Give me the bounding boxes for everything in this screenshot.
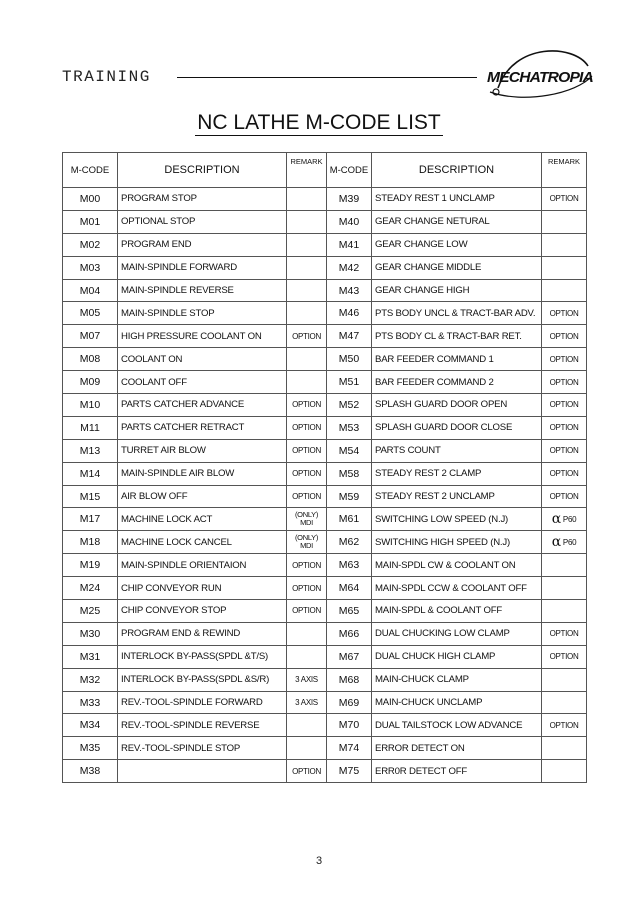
description-cell: DUAL TAILSTOCK LOW ADVANCE [372,714,542,737]
table-row [63,485,587,508]
m-code-cell: M39 [327,188,372,211]
description-cell: INTERLOCK BY-PASS(SPDL &T/S) [118,645,287,668]
m-code-cell: M32 [63,668,118,691]
header-description-left: DESCRIPTION [118,153,287,188]
remark-cell [542,668,587,691]
remark-cell [542,210,587,233]
m-code-cell: M69 [327,691,372,714]
remark-cell: OPTION [542,485,587,508]
table-row [63,531,587,554]
description-cell: SPLASH GUARD DOOR CLOSE [372,416,542,439]
m-code-table [62,152,587,783]
remark-cell [287,256,327,279]
page-number: 3 [315,855,323,867]
description-cell: DUAL CHUCKING LOW CLAMP [372,622,542,645]
m-code-cell: M59 [327,485,372,508]
remark-line: (ONLY) [294,533,319,543]
description-cell: MAIN-SPINDLE REVERSE [118,279,287,302]
remark-cell: OPTION [542,416,587,439]
m-code-cell: M04 [63,279,118,302]
m-code-cell: M10 [63,394,118,417]
remark-cell [542,691,587,714]
description-cell: MAIN-SPDL CW & COOLANT ON [372,554,542,577]
m-code-cell: M62 [327,531,372,554]
table-row [63,691,587,714]
remark-cell [542,256,587,279]
description-cell: BAR FEEDER COMMAND 2 [372,371,542,394]
remark-cell: OPTION [542,439,587,462]
table-body [63,188,587,783]
remark-cell: OPTION [542,394,587,417]
remark-cell: OPTION [287,325,327,348]
m-code-cell: M47 [327,325,372,348]
section-label: TRAINING [62,68,151,86]
m-code-cell: M53 [327,416,372,439]
table-row [63,416,587,439]
description-cell: PROGRAM END [118,233,287,256]
description-cell: MAIN-SPINDLE AIR BLOW [118,462,287,485]
remark-cell [287,508,327,531]
header-m-code-left: M-CODE [63,153,118,188]
table-row [63,233,587,256]
table-row [63,439,587,462]
m-code-cell: M33 [63,691,118,714]
description-cell: MACHINE LOCK ACT [118,508,287,531]
m-code-cell: M25 [63,600,118,623]
table-row [63,760,587,783]
remark-cell: OPTION [542,714,587,737]
m-code-cell: M70 [327,714,372,737]
description-cell: MAIN-SPINDLE FORWARD [118,256,287,279]
table-row [63,256,587,279]
remark-cell [287,233,327,256]
header-description-right: DESCRIPTION [372,153,542,188]
description-cell: STEADY REST 2 CLAMP [372,462,542,485]
remark-cell [542,600,587,623]
remark-cell [542,279,587,302]
description-cell: MACHINE LOCK CANCEL [118,531,287,554]
remark-cell [287,622,327,645]
table-row [63,210,587,233]
description-cell: SWITCHING HIGH SPEED (N.J) [372,531,542,554]
m-code-cell: M31 [63,645,118,668]
remark-cell: OPTION [542,325,587,348]
m-code-cell: M08 [63,348,118,371]
m-code-cell: M74 [327,737,372,760]
description-cell: CHIP CONVEYOR STOP [118,600,287,623]
m-code-cell: M00 [63,188,118,211]
m-code-cell: M66 [327,622,372,645]
remark-cell [542,737,587,760]
m-code-cell: M34 [63,714,118,737]
header-m-code-right: M-CODE [327,153,372,188]
remark-cell [287,302,327,325]
table-row [63,600,587,623]
mechatropia-logo [484,48,596,104]
m-code-cell: M51 [327,371,372,394]
m-code-cell: M15 [63,485,118,508]
description-cell: SPLASH GUARD DOOR OPEN [372,394,542,417]
table-row [63,462,587,485]
description-cell: PTS BODY UNCL & TRACT-BAR ADV. [372,302,542,325]
page-header [0,0,638,100]
table-row [63,325,587,348]
remark-cell [542,577,587,600]
remark-cell: 3 AXIS [287,668,327,691]
description-cell: MAIN-SPINDLE STOP [118,302,287,325]
m-code-cell: M61 [327,508,372,531]
document-title-text: NC LATHE M-CODE LIST [197,111,441,134]
table-row [63,279,587,302]
table-header-row [63,153,587,188]
m-code-cell: M02 [63,233,118,256]
m-code-cell: M42 [327,256,372,279]
remark-cell [287,371,327,394]
m-code-cell: M52 [327,394,372,417]
remark-cell [542,554,587,577]
m-code-cell: M54 [327,439,372,462]
description-cell: PTS BODY CL & TRACT-BAR RET. [372,325,542,348]
remark-cell: OPTION [542,188,587,211]
table-row [63,577,587,600]
table-row [63,348,587,371]
description-cell: ERR0R DETECT OFF [372,760,542,783]
alpha-symbol: α [551,511,561,528]
table-row [63,371,587,394]
description-cell: TURRET AIR BLOW [118,439,287,462]
remark-cell [542,531,587,554]
description-cell: COOLANT ON [118,348,287,371]
remark-cell: OPTION [542,462,587,485]
m-code-cell: M68 [327,668,372,691]
remark-cell: OPTION [287,760,327,783]
description-cell: PARTS COUNT [372,439,542,462]
description-cell: MAIN-CHUCK CLAMP [372,668,542,691]
remark-cell [287,188,327,211]
remark-cell: OPTION [287,416,327,439]
m-code-cell: M40 [327,210,372,233]
m-code-cell: M19 [63,554,118,577]
table-row [63,668,587,691]
table-row [63,714,587,737]
m-code-cell: M38 [63,760,118,783]
table-row [63,302,587,325]
m-code-cell: M09 [63,371,118,394]
description-cell: GEAR CHANGE NETURAL [372,210,542,233]
description-cell: REV.-TOOL-SPINDLE REVERSE [118,714,287,737]
header-remark-right: REMARK [542,153,587,188]
m-code-cell: M65 [327,600,372,623]
remark-line: MDI [300,518,313,528]
m-code-cell: M30 [63,622,118,645]
description-cell: PROGRAM END & REWIND [118,622,287,645]
remark-cell: OPTION [542,622,587,645]
remark-cell: OPTION [287,485,327,508]
m-code-cell: M17 [63,508,118,531]
remark-cell: OPTION [542,371,587,394]
document-title [0,111,638,135]
remark-text: P60 [562,537,577,547]
description-cell: MAIN-SPDL & COOLANT OFF [372,600,542,623]
m-code-cell: M07 [63,325,118,348]
description-cell: COOLANT OFF [118,371,287,394]
m-code-cell: M05 [63,302,118,325]
m-code-cell: M03 [63,256,118,279]
m-code-cell: M43 [327,279,372,302]
description-cell: GEAR CHANGE LOW [372,233,542,256]
description-cell: STEADY REST 1 UNCLAMP [372,188,542,211]
m-code-cell: M13 [63,439,118,462]
m-code-cell: M58 [327,462,372,485]
logo-text: MECHATROPIA [487,69,593,86]
remark-cell: OPTION [287,554,327,577]
remark-cell [287,210,327,233]
remark-line: (ONLY) [294,510,319,520]
description-cell: PARTS CATCHER RETRACT [118,416,287,439]
remark-cell: OPTION [287,394,327,417]
description-cell [118,760,287,783]
table-row [63,394,587,417]
m-code-cell: M24 [63,577,118,600]
description-cell: DUAL CHUCK HIGH CLAMP [372,645,542,668]
description-cell: REV.-TOOL-SPINDLE STOP [118,737,287,760]
remark-cell: OPTION [287,462,327,485]
remark-cell [287,714,327,737]
remark-cell [542,233,587,256]
remark-cell: OPTION [287,577,327,600]
remark-cell [287,531,327,554]
description-cell: MAIN-CHUCK UNCLAMP [372,691,542,714]
remark-text: P60 [562,514,577,524]
description-cell: GEAR CHANGE MIDDLE [372,256,542,279]
table-row [63,622,587,645]
description-cell: AIR BLOW OFF [118,485,287,508]
remark-cell: OPTION [287,439,327,462]
m-code-cell: M50 [327,348,372,371]
description-cell: REV.-TOOL-SPINDLE FORWARD [118,691,287,714]
m-code-cell: M35 [63,737,118,760]
description-cell: MAIN-SPINDLE ORIENTAION [118,554,287,577]
m-code-cell: M64 [327,577,372,600]
remark-line: MDI [300,541,313,551]
description-cell: PROGRAM STOP [118,188,287,211]
remark-cell: OPTION [287,600,327,623]
table-row [63,188,587,211]
remark-cell [542,760,587,783]
description-cell: ERROR DETECT ON [372,737,542,760]
remark-cell [287,645,327,668]
table-row [63,737,587,760]
m-code-cell: M63 [327,554,372,577]
description-cell: OPTIONAL STOP [118,210,287,233]
alpha-symbol: α [551,534,561,551]
table-row [63,645,587,668]
description-cell: CHIP CONVEYOR RUN [118,577,287,600]
m-code-cell: M75 [327,760,372,783]
m-code-cell: M01 [63,210,118,233]
description-cell: STEADY REST 2 UNCLAMP [372,485,542,508]
m-code-cell: M41 [327,233,372,256]
header-remark-left: REMARK [287,153,327,188]
remark-cell: OPTION [542,302,587,325]
remark-cell: OPTION [542,645,587,668]
description-cell: GEAR CHANGE HIGH [372,279,542,302]
m-code-cell: M11 [63,416,118,439]
description-cell: SWITCHING LOW SPEED (N.J) [372,508,542,531]
m-code-cell: M14 [63,462,118,485]
description-cell: HIGH PRESSURE COOLANT ON [118,325,287,348]
m-code-cell: M67 [327,645,372,668]
remark-cell: 3 AXIS [287,691,327,714]
table-row [63,508,587,531]
remark-cell [542,508,587,531]
header-rule [177,77,477,78]
m-code-cell: M46 [327,302,372,325]
remark-cell [287,737,327,760]
description-cell: MAIN-SPDL CCW & COOLANT OFF [372,577,542,600]
remark-cell [287,279,327,302]
m-code-cell: M18 [63,531,118,554]
remark-cell: OPTION [542,348,587,371]
table-row [63,554,587,577]
description-cell: PARTS CATCHER ADVANCE [118,394,287,417]
description-cell: INTERLOCK BY-PASS(SPDL &S/R) [118,668,287,691]
description-cell: BAR FEEDER COMMAND 1 [372,348,542,371]
remark-cell [287,348,327,371]
